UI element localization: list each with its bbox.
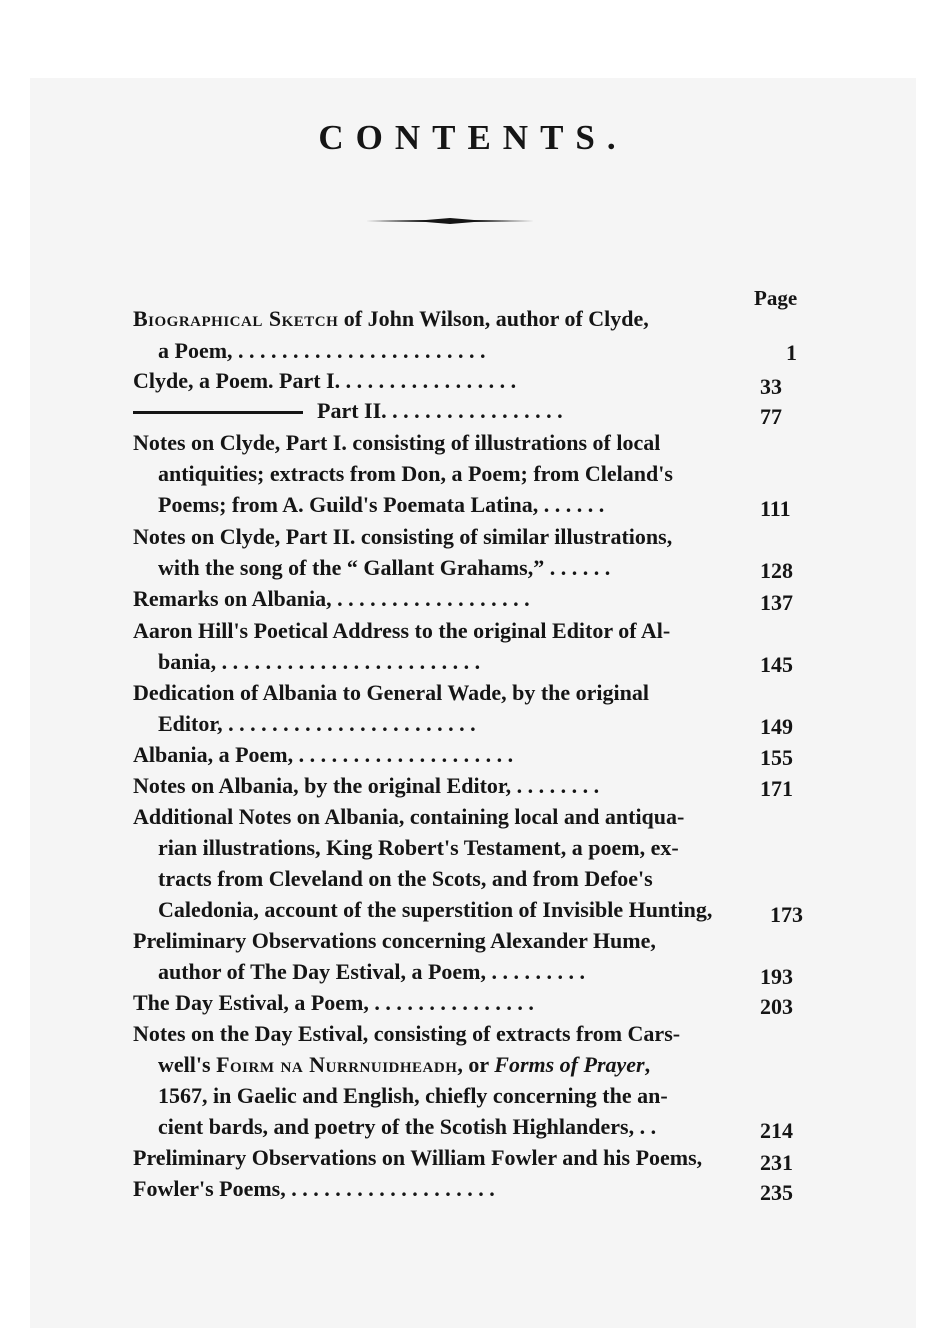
toc-entry-line: a Poem, . . . . . . . . . . . . . . . . . . . . . . .: [158, 338, 486, 363]
toc-entry-line: well's Foirm na Nurrnuidheadh, or Forms of Prayer,: [158, 1052, 651, 1077]
toc-entry-line: Poems; from A. Guild's Poemata Latina, . . . . . .: [158, 492, 605, 517]
toc-entry-line: The Day Estival, a Poem, . . . . . . . . . . . . . . .: [133, 990, 534, 1015]
toc-entry-line: Clyde, a Poem. Part I. . . . . . . . . . . . . . . . .: [133, 368, 517, 393]
toc-entry-line: Notes on the Day Estival, consisting of extracts from Cars-: [133, 1021, 681, 1046]
toc-page-number: 173: [770, 902, 803, 927]
toc-entry-line: antiquities; extracts from Don, a Poem; from Cleland's: [158, 461, 673, 486]
toc-entry-line: Notes on Clyde, Part II. consisting of similar illustrations,: [133, 524, 673, 549]
toc-entry-line: tracts from Cleveland on the Scots, and from Defoe's: [158, 866, 653, 891]
toc-page-number: 77: [760, 404, 782, 429]
toc-entry-line: bania, . . . . . . . . . . . . . . . . . . . . . . . .: [158, 649, 481, 674]
toc-entry-line: Preliminary Observations concerning Alexander Hume,: [133, 928, 656, 953]
toc-entry-line: 1567, in Gaelic and English, chiefly concerning the an-: [158, 1083, 668, 1108]
toc-entry-line: with the song of the “ Gallant Grahams,” . . . . . .: [158, 555, 611, 580]
toc-entry-line: Fowler's Poems, . . . . . . . . . . . . . . . . . . .: [133, 1176, 495, 1201]
toc-entry-line: rian illustrations, King Robert's Testament, a poem, ex-: [158, 835, 679, 860]
toc-page-number: 1: [786, 340, 797, 365]
toc-page-number: 128: [760, 558, 793, 583]
toc-page-number: 203: [760, 994, 793, 1019]
toc-entry-line: Additional Notes on Albania, containing local and antiqua-: [133, 804, 685, 829]
page-column-header: Page: [754, 286, 798, 310]
toc-entry-line: Albania, a Poem, . . . . . . . . . . . . . . . . . . . .: [133, 742, 514, 767]
toc-page-number: 193: [760, 964, 793, 989]
ditto-dash: [133, 411, 303, 414]
toc-entry-line: Preliminary Observations on William Fowler and his Poems,: [133, 1145, 703, 1170]
toc-page-number: 149: [760, 714, 793, 739]
toc-page-number: 155: [760, 745, 793, 770]
toc-page-number: 171: [760, 776, 793, 801]
toc-page-number: 111: [760, 496, 791, 521]
toc-entry-line: Dedication of Albania to General Wade, by the original: [133, 680, 650, 705]
toc-entry-line: Editor, . . . . . . . . . . . . . . . . . . . . . . .: [158, 711, 476, 736]
toc-page-number: 214: [760, 1118, 793, 1143]
toc-entry-line: Notes on Clyde, Part I. consisting of illustrations of local: [133, 430, 661, 455]
toc-entry-line: Caledonia, account of the superstition of Invisible Hunting,: [158, 897, 713, 922]
toc-entry-line: Aaron Hill's Poetical Address to the original Editor of Al-: [133, 618, 671, 643]
toc-page-number: 137: [760, 590, 793, 615]
toc-page-number: 235: [760, 1180, 793, 1205]
toc-entry-line: Remarks on Albania, . . . . . . . . . . . . . . . . . .: [133, 586, 530, 611]
toc-page-number: 33: [760, 374, 782, 399]
toc-page-number: 145: [760, 652, 793, 677]
page-title: CONTENTS.: [318, 118, 628, 157]
toc-page-number: 231: [760, 1150, 793, 1175]
toc-entry-line: Part II. . . . . . . . . . . . . . . . .: [133, 396, 563, 426]
toc-entry-line: Notes on Albania, by the original Editor, . . . . . . . .: [133, 773, 600, 798]
toc-entry-line: Biographical Sketch of John Wilson, author of Clyde,: [133, 306, 649, 331]
toc-entry-line: author of The Day Estival, a Poem, . . . . . . . . .: [158, 959, 585, 984]
toc-entry-line: cient bards, and poetry of the Scotish Highlanders, . .: [158, 1114, 657, 1139]
